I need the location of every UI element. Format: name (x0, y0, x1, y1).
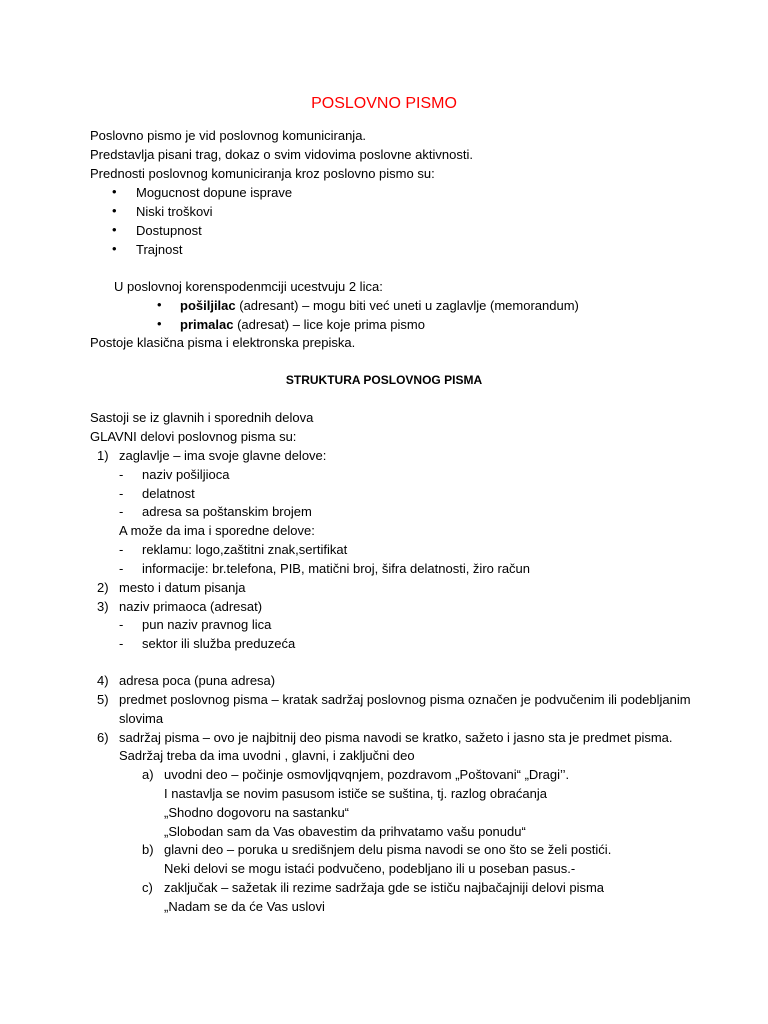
sub-item: zaključak – sažetak ili rezime sadržaja gde se ističu najbačajniji delovi pisma (164, 880, 605, 895)
sub-item: adresa sa poštanskim brojem (142, 504, 312, 519)
dash-marker: - (119, 561, 124, 576)
list-item-cont: slovima (119, 711, 164, 726)
sub-item: sektor ili služba preduzeća (142, 636, 296, 651)
sub-item-cont: Neki delovi se mogu istaći podvučeno, podebljano ili u poseban pasus.- (164, 861, 576, 876)
sub-item: delatnost (142, 486, 195, 501)
sub-item: reklamu: logo,zaštitni znak,sertifikat (142, 542, 348, 557)
sub-item: glavni deo – poruka u središnjem delu pisma navodi se ono što se želi postići. (164, 842, 612, 857)
list-item: sadržaj pisma – ovo je najbitnij deo pisma navodi se kratko, sažeto i jasno sta je predmet pisma. (119, 730, 673, 745)
list-item: Mogucnost dopune isprave (136, 185, 293, 200)
intro-line: Predstavlja pisani trag, dokaz o svim vidovima poslovne aktivnosti. (90, 147, 473, 162)
bullet-marker: • (157, 316, 162, 331)
bullet-marker: • (112, 184, 117, 199)
list-item: predmet poslovnog pisma – kratak sadržaj poslovnog pisma označen je podvučenim ili podebljanim (119, 692, 691, 707)
sub-item-cont: „Slobodan sam da Vas obavestim da prihvatamo vašu ponudu“ (164, 824, 526, 839)
structure-intro: GLAVNI delovi poslovnog pisma su: (90, 429, 297, 444)
sub-item: uvodni deo – počinje osmovljqvqnjem, pozdravom „Poštovani“ „Dragi’’. (164, 767, 570, 782)
item-number: 3) (97, 599, 109, 614)
item-number: 4) (97, 673, 109, 688)
participant-desc: (adresat) – lice koje prima pismo (233, 317, 425, 332)
list-item: Dostupnost (136, 223, 202, 238)
intro-line: Prednosti poslovnog komuniciranja kroz poslovno pismo su: (90, 166, 435, 181)
sub-number: b) (142, 842, 154, 857)
sub-item-cont: „Shodno dogovoru na sastanku“ (164, 805, 350, 820)
list-item: mesto i datum pisanja (119, 580, 246, 595)
item-number: 5) (97, 692, 109, 707)
structure-intro: Sastoji se iz glavnih i sporednih delova (90, 410, 314, 425)
participant-item (180, 315, 425, 334)
page-title: POSLOVNO PISMO (311, 95, 457, 112)
dash-marker: - (119, 617, 124, 632)
participant-item (180, 296, 579, 315)
dash-marker: - (119, 542, 124, 557)
sub-item-cont: I nastavlja se novim pasusom ističe se suština, tj. razlog obraćanja (164, 786, 547, 801)
section-heading: STRUKTURA POSLOVNOG PISMA (285, 373, 483, 387)
sub-item: naziv pošiljioca (142, 467, 230, 482)
sub-number: c) (142, 880, 153, 895)
list-item: zaglavlje – ima svoje glavne delove: (119, 448, 327, 463)
bullet-marker: • (112, 203, 117, 218)
list-item: Trajnost (136, 242, 183, 257)
sub-intro: A može da ima i sporedne delove: (119, 523, 315, 538)
intro-line: Poslovno pismo je vid poslovnog komuniciranja. (90, 128, 367, 143)
dash-marker: - (119, 504, 124, 519)
types-line: Postoje klasična pisma i elektronska prepiska. (90, 335, 356, 350)
sub-item-cont: „Nadam se da će Vas uslovi (164, 899, 325, 914)
dash-marker: - (119, 486, 124, 501)
item-number: 2) (97, 580, 109, 595)
sub-number: a) (142, 767, 154, 782)
list-item: naziv primaoca (adresat) (119, 599, 263, 614)
dash-marker: - (119, 636, 124, 651)
bullet-marker: • (112, 241, 117, 256)
participants-intro: U poslovnoj korenspodenmciji ucestvuju 2 lica: (114, 279, 383, 294)
list-item: adresa poca (puna adresa) (119, 673, 276, 688)
bullet-marker: • (112, 222, 117, 237)
participant-term: pošiljilac (180, 298, 236, 313)
bullet-marker: • (157, 297, 162, 312)
participant-desc: (adresant) – mogu biti već uneti u zaglavlje (memorandum) (235, 298, 579, 313)
item-number: 6) (97, 730, 109, 745)
list-item-cont: Sadržaj treba da ima uvodni , glavni, i zaključni deo (119, 748, 415, 763)
sub-item: pun naziv pravnog lica (142, 617, 272, 632)
participant-term: primalac (180, 317, 234, 332)
item-number: 1) (97, 448, 109, 463)
dash-marker: - (119, 467, 124, 482)
sub-item: informacije: br.telefona, PIB, matični broj, šifra delatnosti, žiro račun (142, 561, 531, 576)
list-item: Niski troškovi (136, 204, 213, 219)
